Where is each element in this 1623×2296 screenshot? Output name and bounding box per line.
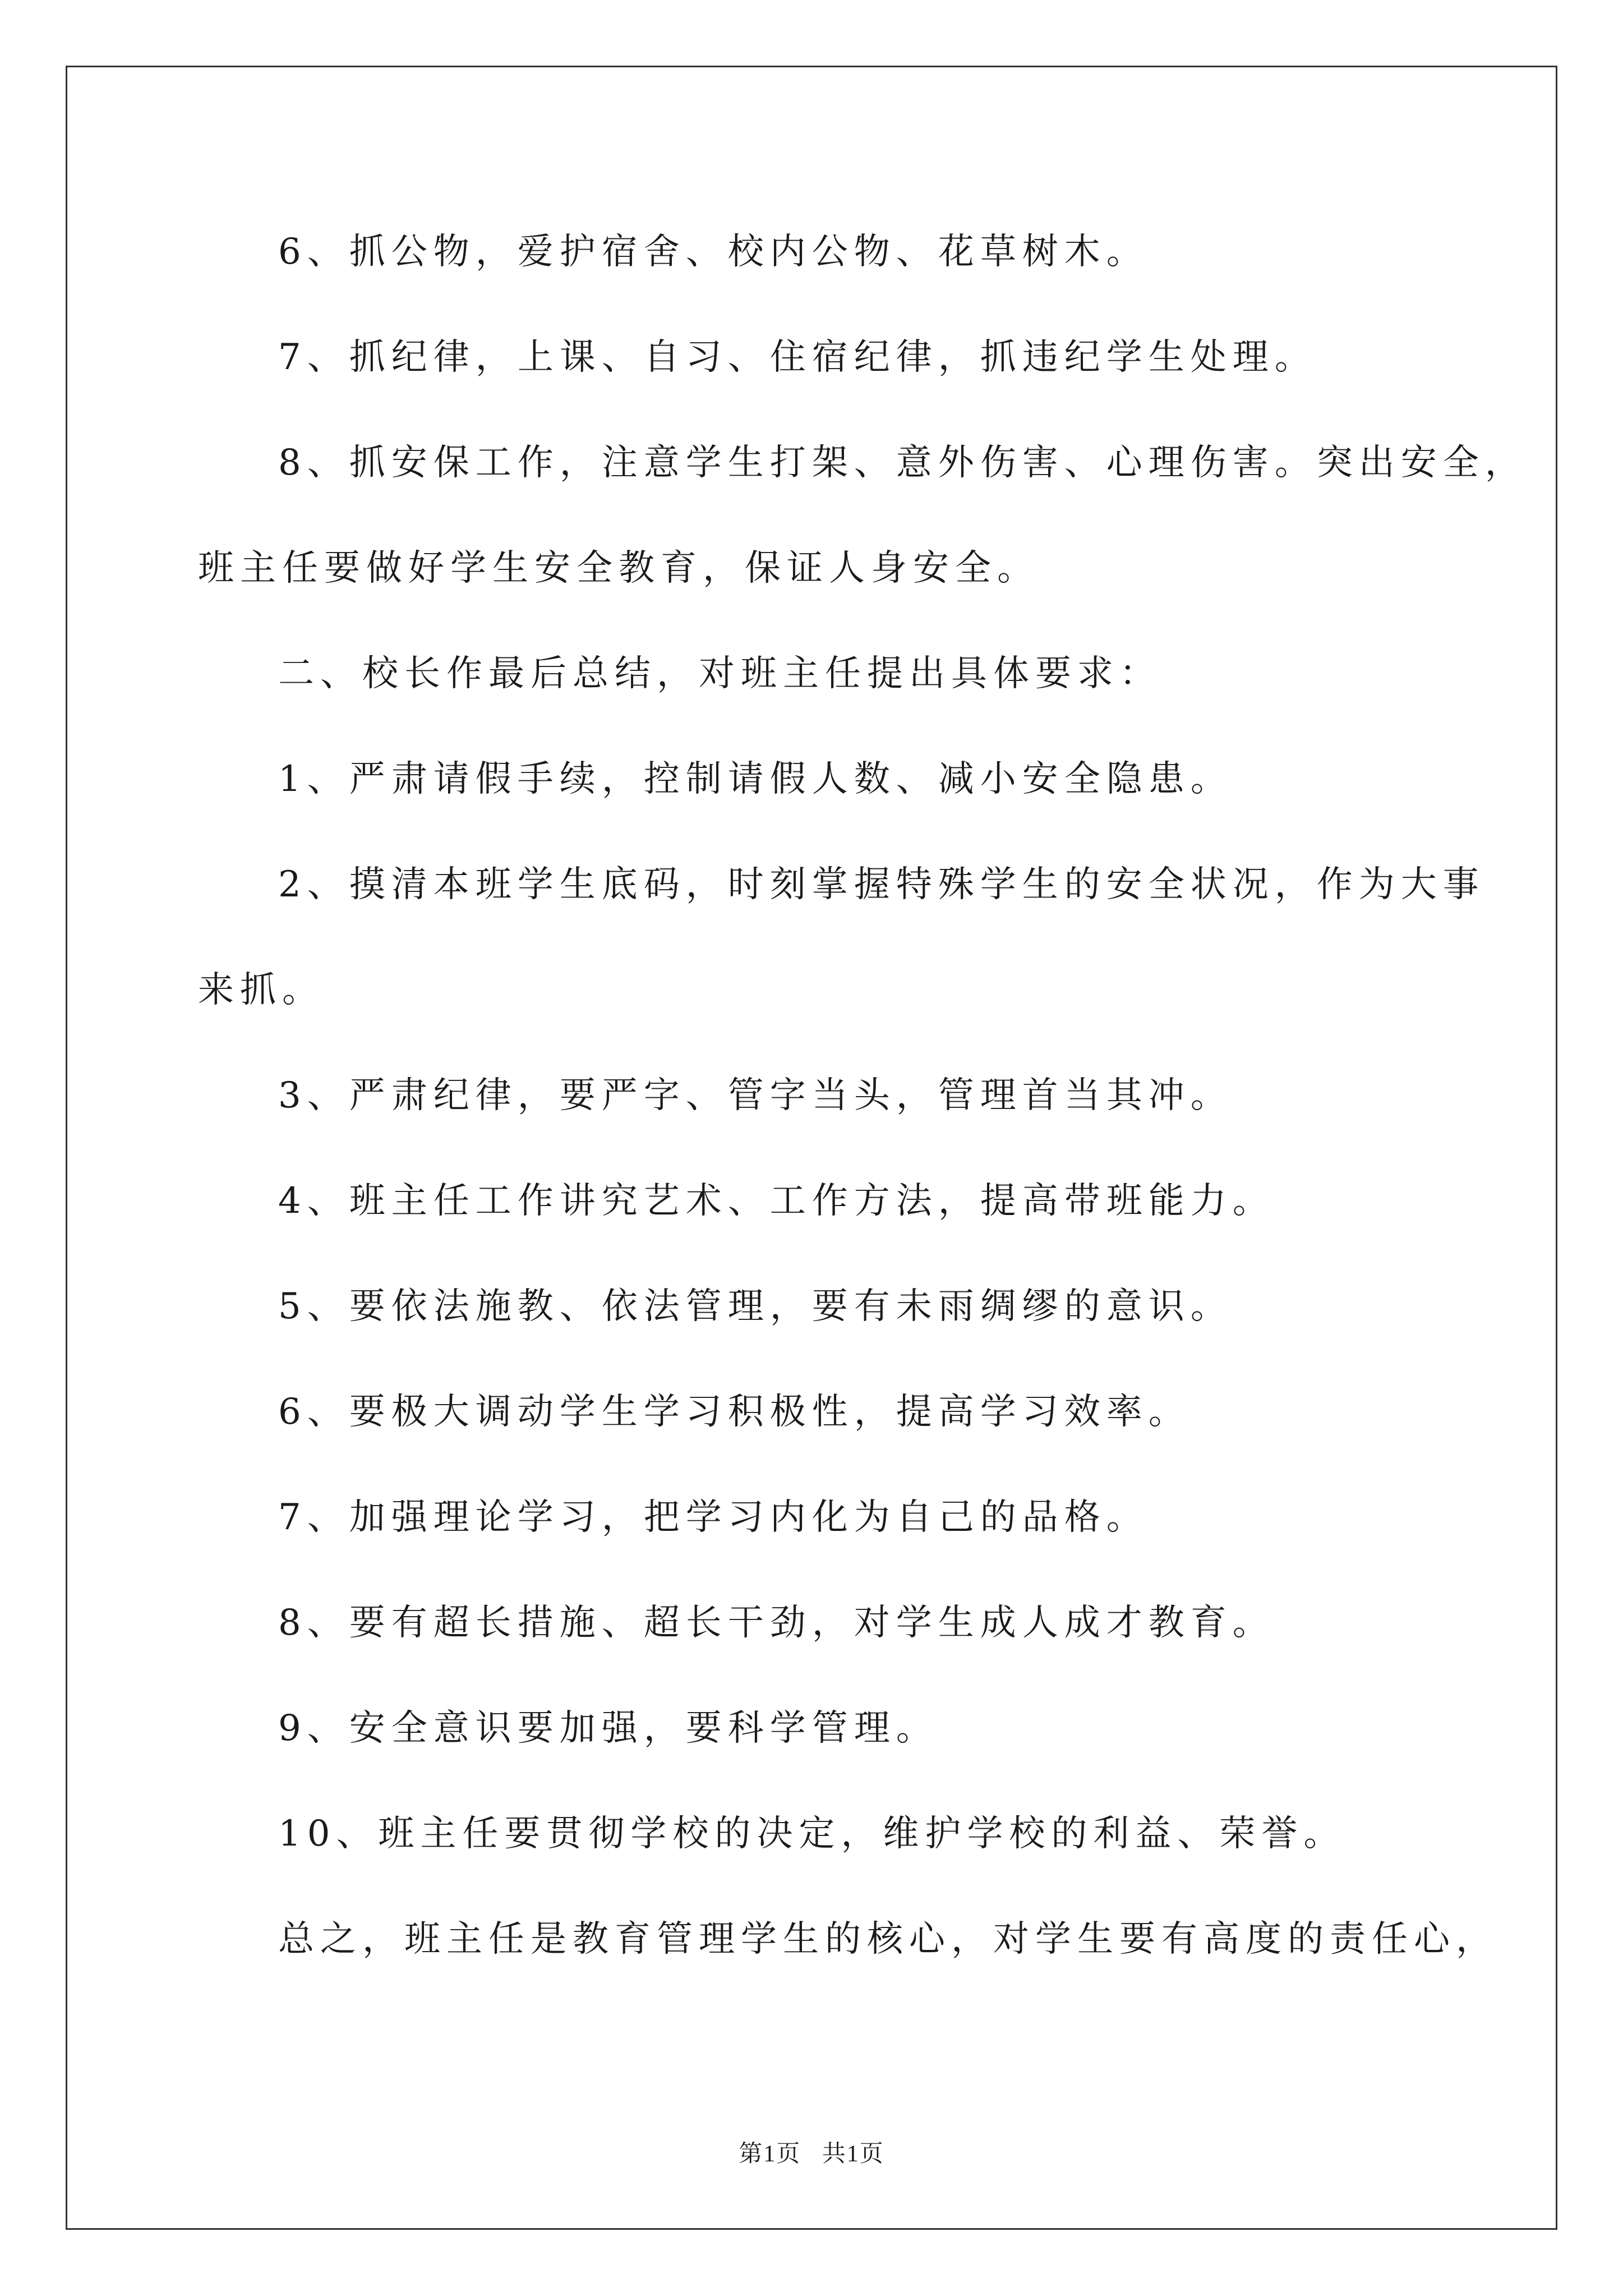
- paragraph-line: 3、严肃纪律，要严字、管字当头，管理首当其冲。: [278, 1075, 1233, 1116]
- paragraph-line: 8、要有超长措施、超长干劲，对学生成人成才教育。: [278, 1602, 1275, 1644]
- paragraph-line: 班主任要做好学生安全教育，保证人身安全。: [198, 547, 1039, 589]
- paragraph-line: 7、加强理论学习，把学习内化为自己的品格。: [278, 1497, 1149, 1538]
- page-number: 第1页: [739, 2141, 801, 2167]
- paragraph-line: 7、抓纪律，上课、自习、住宿纪律，抓违纪学生处理。: [278, 337, 1317, 378]
- paragraph-line: 2、摸清本班学生底码，时刻掌握特殊学生的安全状况，作为大事: [278, 864, 1485, 905]
- paragraph-line: 6、抓公物，爱护宿舍、校内公物、花草树木。: [278, 231, 1149, 273]
- paragraph-line: 1、严肃请假手续，控制请假人数、减小安全隐患。: [278, 758, 1233, 800]
- paragraph-line: 6、要极大调动学生学习积极性，提高学习效率。: [278, 1391, 1191, 1433]
- page-footer: [0, 2135, 1623, 2169]
- paragraph-line: 8、抓安保工作，注意学生打架、意外伤害、心理伤害。突出安全，: [278, 442, 1527, 484]
- paragraph-line: 5、要依法施教、依法管理，要有未雨绸缪的意识。: [278, 1286, 1233, 1327]
- paragraph-line: 9、安全意识要加强，要科学管理。: [278, 1708, 938, 1749]
- paragraph-line: 10、班主任要贯彻学校的决定，维护学校的利益、荣誉。: [278, 1813, 1346, 1855]
- paragraph-line: 4、班主任工作讲究艺术、工作方法，提高带班能力。: [278, 1180, 1275, 1222]
- paragraph-line: 总之，班主任是教育管理学生的核心，对学生要有高度的责任心，: [278, 1918, 1498, 1960]
- paragraph-line: 来抓。: [198, 969, 324, 1011]
- section-heading: 二、校长作最后总结，对班主任提出具体要求：: [278, 653, 1161, 694]
- page-total: 共1页: [822, 2141, 884, 2167]
